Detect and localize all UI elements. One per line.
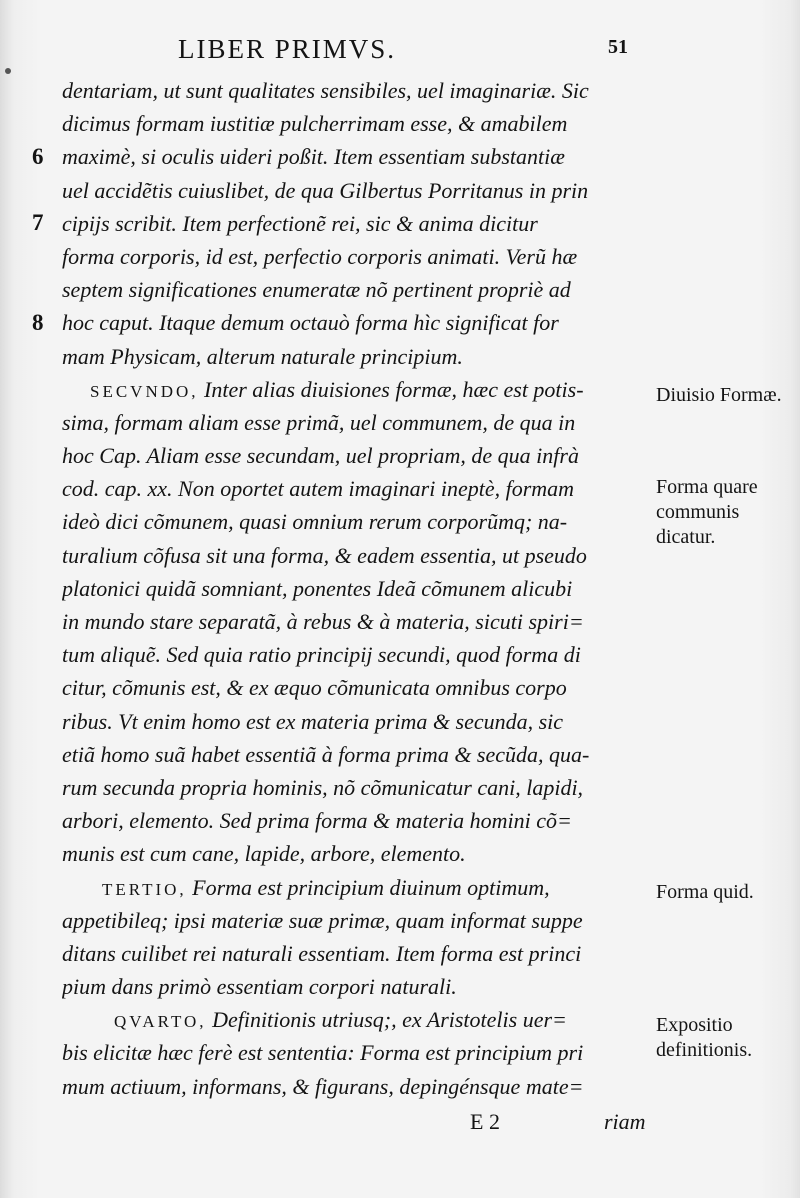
- section-tertio-first-line: [62, 871, 652, 904]
- side-note-diuisio: Diuisio Formæ.: [656, 384, 782, 406]
- main-text-block: [62, 74, 652, 1103]
- margin-number-8: 8: [32, 310, 44, 335]
- side-note-quid: Forma quid.: [656, 881, 754, 903]
- margin-number-6: 6: [32, 144, 44, 169]
- text-line: cipijs scribit. Item perfectionẽ rei, sic & anima dicitur: [62, 210, 538, 236]
- text-line: arbori, elemento. Sed prima forma & materia homini cõ=: [62, 808, 572, 834]
- signature-mark: E 2: [470, 1109, 500, 1134]
- text-line: maximè, si oculis uideri poßit. Item essentiam substantiæ: [62, 144, 565, 170]
- text-line: in mundo stare separatã, à rebus & à materia, sicuti spiri=: [62, 609, 584, 634]
- text-line: sima, formam aliam esse primã, uel communem, de qua in: [62, 409, 576, 435]
- text-line: uel accidẽtis cuiuslibet, de qua Gilbertus Porritanus in prin: [62, 177, 589, 203]
- side-note-expositio: Expositio definitionis.: [656, 1014, 753, 1061]
- text-line: appetibileq; ipsi materiæ suæ primæ, quam informat suppe: [62, 907, 583, 933]
- text-line: citur, cõmunis est, & ex æquo cõmunicata omnibus corpo: [62, 675, 567, 701]
- text-line: hoc caput. Itaque demum octauò forma hìc significat for: [62, 310, 559, 336]
- text-line: rum secunda propria hominis, nõ cõmunicatur cani, lapidi,: [62, 774, 584, 800]
- text-line: septem significationes enumeratæ nõ pertinent propriè ad: [62, 277, 571, 303]
- text-line: platonici quidã somniant, ponentes Ideã cõmunem alicubi: [62, 575, 573, 601]
- catchword: riam: [604, 1109, 646, 1134]
- text-line: cod. cap. xx. Non oportet autem imaginari ineptè, formam: [62, 476, 575, 502]
- text-line: ditans cuilibet rei naturali essentiam. Item forma est princi: [62, 940, 582, 966]
- running-head: LIBER PRIMVS.: [178, 34, 397, 64]
- text-line: pium dans primò essentiam corpori naturali.: [62, 974, 457, 1000]
- section-secundo-text: Inter alias diuisiones formæ, hæc est potis-: [198, 376, 584, 402]
- ink-blot: [5, 68, 11, 74]
- text-line: turalium cõfusa sit una forma, & eadem essentia, ut pseudo: [62, 542, 587, 568]
- text-line: ideò dici cõmunem, quasi omnium rerum corporũmq; na-: [62, 509, 568, 535]
- text-line: mum actiuum, informans, & figurans, depingénsque mate=: [62, 1073, 584, 1099]
- section-secundo-first-line: [62, 373, 652, 406]
- text-line: ribus. Vt enim homo est ex materia prima & secunda, sic: [62, 708, 564, 734]
- text-line: forma corporis, id est, perfectio corporis animati. Verũ hæ: [62, 243, 578, 269]
- text-line: munis est cum cane, lapide, arbore, elemento.: [62, 841, 466, 867]
- section-label-tertio: TERTIO,: [102, 879, 187, 899]
- text-line: mam Physicam, alterum naturale principium.: [62, 343, 463, 369]
- section-quarto-first-line: [62, 1003, 652, 1036]
- side-note-communis: Forma quare communis dicatur.: [656, 476, 758, 548]
- text-line: etiã homo suã habet essentiã à forma prima & secũda, qua-: [62, 741, 590, 767]
- section-label-quarto: QVARTO,: [114, 1012, 207, 1032]
- section-quarto-text: Definitionis utriusq;, ex Aristotelis uer=: [206, 1007, 567, 1033]
- folio-number: 51: [608, 36, 628, 58]
- text-line: bis elicitæ hæc ferè est sententia: Forma est principium pri: [62, 1040, 584, 1066]
- margin-number-7: 7: [32, 210, 44, 235]
- text-line: tum aliquẽ. Sed quia ratio principij secundi, quod forma di: [62, 642, 581, 668]
- text-line: dentariam, ut sunt qualitates sensibiles, uel imaginariæ. Sic: [62, 78, 589, 103]
- text-line: dicimus formam iustitiæ pulcherrimam esse, & amabilem: [62, 111, 568, 137]
- section-tertio-text: Forma est principium diuinum optimum,: [186, 874, 550, 900]
- section-label-secundo: SECVNDO,: [90, 381, 199, 401]
- text-line: hoc Cap. Aliam esse secundam, uel propriam, de qua infrà: [62, 443, 579, 469]
